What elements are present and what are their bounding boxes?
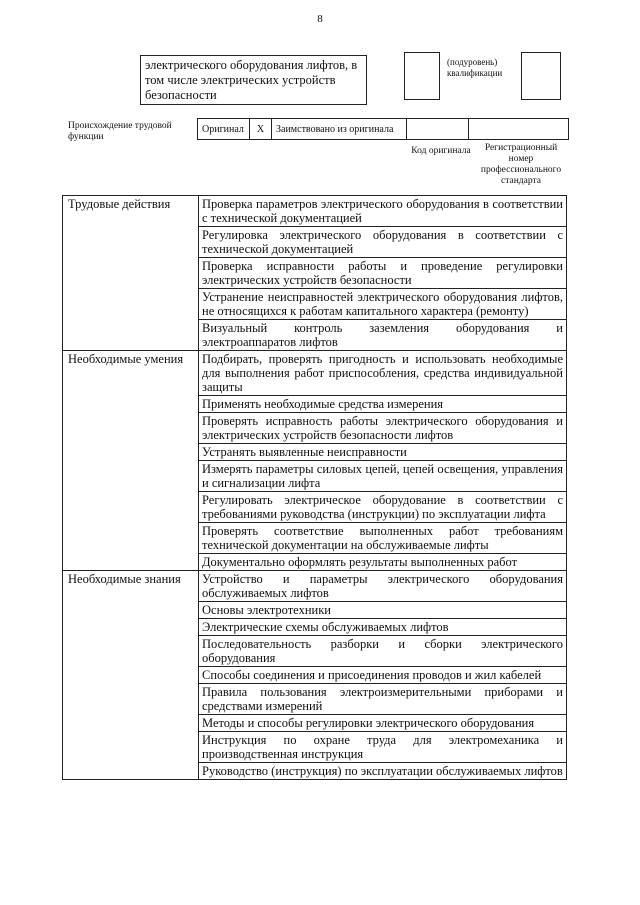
function-table (62, 195, 567, 780)
list-item: Проверять исправность работы электрического оборудования и электрических устройств безопасности лифтов (199, 413, 567, 444)
qualification-label: (подуровень) квалификации (447, 57, 503, 78)
level-code-box (404, 52, 440, 100)
borrowed-cell: Заимствовано из оригинала (272, 119, 407, 139)
origin-row (197, 118, 569, 140)
list-item: Основы электротехники (199, 602, 567, 619)
list-item: Регулировка электрического оборудования в соответствии с технической документацией (199, 227, 567, 258)
list-item: Проверка параметров электрического оборудования в соответствии с технической документацией (199, 196, 567, 227)
code-caption: Код оригинала (411, 146, 471, 156)
list-item: Регулировать электрическое оборудование в соответствии с требованиями руководства (инструкции) по эксплуатации лифта (199, 492, 567, 523)
list-item: Проверка исправности работы и проведение регулировки электрических устройств безопасности (199, 258, 567, 289)
list-item: Способы соединения и присоединения проводов и жил кабелей (199, 667, 567, 684)
reg-caption: Регистрационный номер профессионального стандарта (480, 143, 562, 186)
table-row (63, 196, 567, 227)
section-title: Трудовые действия (63, 196, 199, 351)
code-cell (407, 119, 469, 139)
list-item: Последовательность разборки и сборки электрического оборудования (199, 636, 567, 667)
original-cell: Оригинал (198, 119, 250, 139)
list-item: Визуальный контроль заземления оборудования и электроаппаратов лифтов (199, 320, 567, 351)
list-item: Применять необходимые средства измерения (199, 396, 567, 413)
original-mark: X (250, 119, 272, 139)
qualification-level-box (521, 52, 561, 100)
list-item: Подбирать, проверять пригодность и использовать необходимые для выполнения работ приспособления, средства индивидуальной защиты (199, 351, 567, 396)
list-item: Руководство (инструкция) по эксплуатации обслуживаемых лифтов (199, 763, 567, 780)
table-row (63, 571, 567, 602)
list-item: Проверять соответствие выполненных работ требованиям технической документации на обслуживаемые лифты (199, 523, 567, 554)
page-number: 8 (317, 13, 323, 25)
reg-number-cell (469, 119, 568, 139)
list-item: Инструкция по охране труда для электромеханика и производственная инструкция (199, 732, 567, 763)
list-item: Устранять выявленные неисправности (199, 444, 567, 461)
section-title: Необходимые знания (63, 571, 199, 780)
origin-label: Происхождение трудовой функции (68, 121, 172, 142)
function-title-box: электрического оборудования лифтов, в том числе электрических устройств безопасности (140, 55, 367, 105)
list-item: Устройство и параметры электрического оборудования обслуживаемых лифтов (199, 571, 567, 602)
list-item: Правила пользования электроизмерительными приборами и средствами измерений (199, 684, 567, 715)
list-item: Электрические схемы обслуживаемых лифтов (199, 619, 567, 636)
list-item: Устранение неисправностей электрического оборудования лифтов, не относящихся к работам капитального характера (ремонту) (199, 289, 567, 320)
section-title: Необходимые умения (63, 351, 199, 571)
table-row (63, 351, 567, 396)
list-item: Методы и способы регулировки электрического оборудования (199, 715, 567, 732)
list-item: Документально оформлять результаты выполненных работ (199, 554, 567, 571)
list-item: Измерять параметры силовых цепей, цепей освещения, управления и сигнализации лифта (199, 461, 567, 492)
